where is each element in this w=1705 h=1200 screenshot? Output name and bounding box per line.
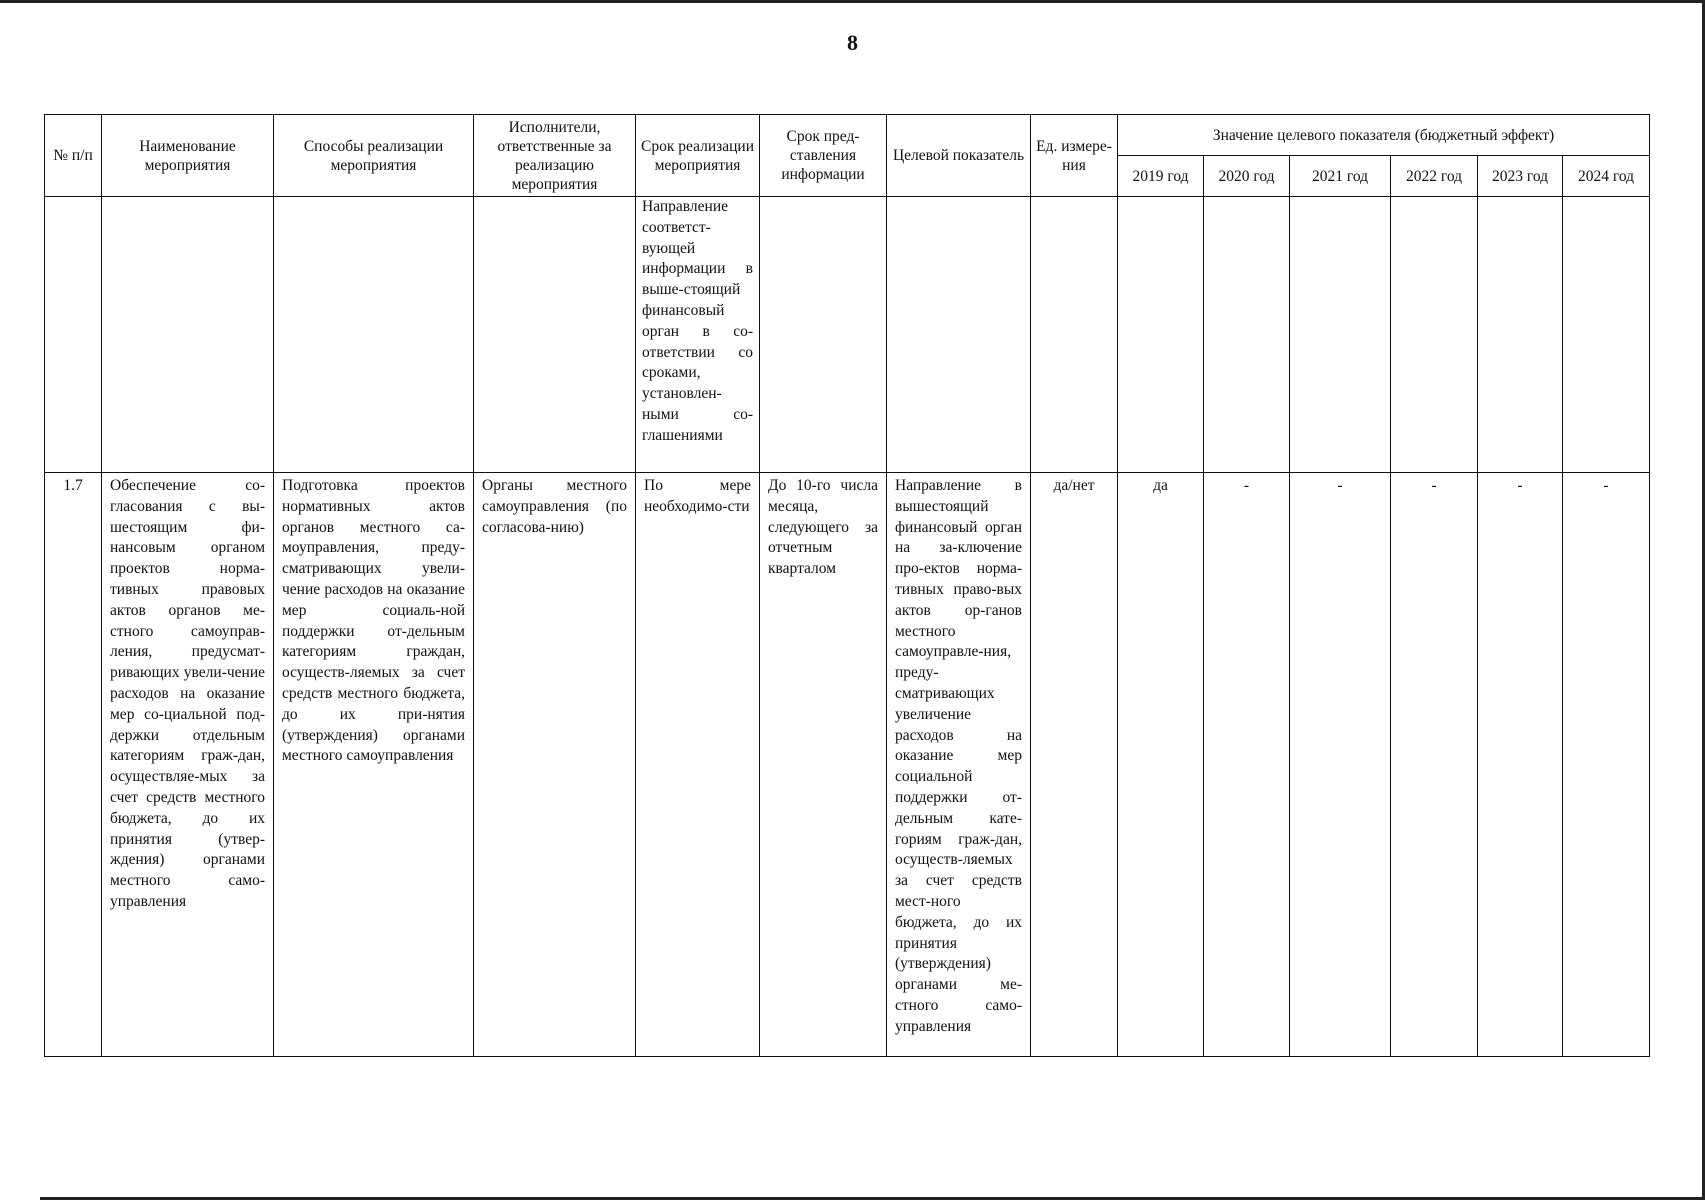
header-year-2020: 2020 год [1204, 156, 1290, 197]
cell-target: Направление в вышестоящий финансовый орган на за-ключение про-ектов норма-тивных право-вых актов ор-ганов местного самоуправле-ния, преду-сматривающих увеличение расходов на оказание мер социальной поддержки от-дельным кате-гориям граж-дан, осуществ-ляемых за счет средств мест-ного бюджета, до их принятия (утверждения) органами ме-стного само-управления [887, 473, 1031, 1057]
cell-value-2021: - [1290, 473, 1391, 1057]
cell-empty [1204, 197, 1290, 473]
scan-border-top [0, 0, 1705, 3]
table-row-1-7 [45, 473, 1650, 1057]
header-name: Наименование мероприятия [102, 115, 274, 197]
cell-value-2024: - [1563, 473, 1650, 1057]
header-num: № п/п [45, 115, 102, 197]
cell-empty [1290, 197, 1391, 473]
header-year-2021: 2021 год [1290, 156, 1391, 197]
cell-value-2020: - [1204, 473, 1290, 1057]
header-unit: Ед. измере-ния [1031, 115, 1118, 197]
cell-empty [45, 197, 102, 473]
cell-unit: да/нет [1031, 473, 1118, 1057]
page-number: 8 [847, 30, 858, 55]
cell-empty [102, 197, 274, 473]
cell-empty [760, 197, 887, 473]
cell-term-continuation: Направление соответст-вующей информации в выше-стоящий финансовый орган в со-ответствии со сроками, установлен-ными со-глашениями [636, 197, 760, 473]
cell-empty [1563, 197, 1650, 473]
cell-name: Обеспечение со-гласования с вы-шестоящим фи-нансовым органом проектов норма-тивных правовых актов органов ме-стного самоуправ-ления, предусмат-ривающих увели-чение расходов на оказание мер со-циальной под-держки отдельным категориям граж-дан, осуществляе-мых за счет средств местного бюджета, до их принятия (утвер-ждения) органами местного само-управления [102, 473, 274, 1057]
header-methods: Способы реализации мероприятия [274, 115, 474, 197]
cell-methods: Подготовка проектов нормативных актов органов местного са-моуправления, преду-сматривающих увели-чение расходов на оказание мер социаль-ной поддержки от-дельным категориям граждан, осуществ-ляемых за счет средств местного бюджета, до их при-нятия (утверждения) органами местного самоуправления [274, 473, 474, 1057]
cell-value-2019: да [1118, 473, 1204, 1057]
header-year-2022: 2022 год [1391, 156, 1478, 197]
cell-empty [274, 197, 474, 473]
cell-executors: Органы местного самоуправления (по согласова-нию) [474, 473, 636, 1057]
cell-term: По мере необходимо-сти [636, 473, 760, 1057]
header-value-group: Значение целевого показателя (бюджетный эффект) [1118, 115, 1650, 156]
measures-table [44, 114, 1650, 1057]
header-year-2024: 2024 год [1563, 156, 1650, 197]
cell-empty [1478, 197, 1563, 473]
cell-empty [1031, 197, 1118, 473]
header-executors: Исполнители, ответственные за реализацию мероприятия [474, 115, 636, 197]
header-row-top [45, 115, 1650, 156]
header-year-2019: 2019 год [1118, 156, 1204, 197]
cell-empty [474, 197, 636, 473]
cell-value-2023: - [1478, 473, 1563, 1057]
header-year-2023: 2023 год [1478, 156, 1563, 197]
cell-value-2022: - [1391, 473, 1478, 1057]
header-info-term: Срок пред-ставления информации [760, 115, 887, 197]
cell-num: 1.7 [45, 473, 102, 1057]
header-target: Целевой показатель [887, 115, 1031, 197]
cell-empty [1391, 197, 1478, 473]
cell-info-term: До 10-го числа месяца, следующего за отчетным кварталом [760, 473, 887, 1057]
cell-empty [1118, 197, 1204, 473]
header-term: Срок реализации мероприятия [636, 115, 760, 197]
table-row-continuation [45, 197, 1650, 473]
cell-empty [887, 197, 1031, 473]
